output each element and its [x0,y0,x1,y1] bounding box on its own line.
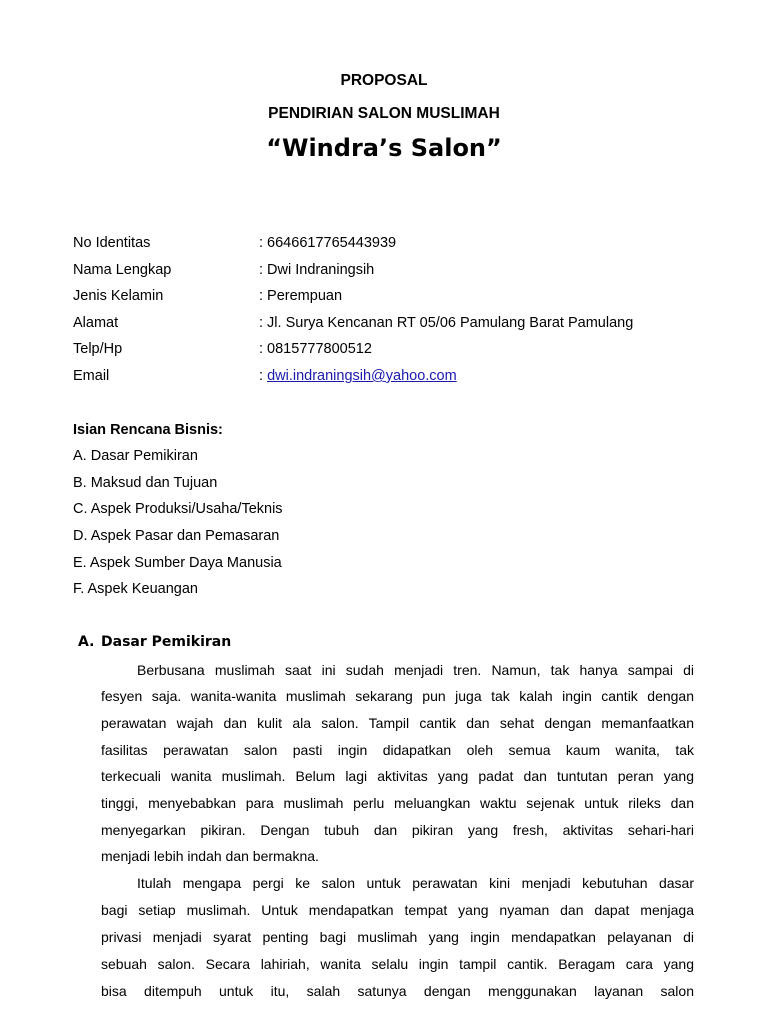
identity-value [259,368,457,384]
identity-value: : 6646617765443939 [259,235,397,251]
identity-label: No Identitas [73,235,151,251]
identity-label: Nama Lengkap [73,262,172,278]
paragraph-line: Itulah mengapa pergi ke salon untuk perawatan kini menjadi kebutuhan dasar [137,875,694,891]
section-a-heading [78,634,231,650]
plan-item: C. Aspek Produksi/Usaha/Teknis [73,501,283,517]
identity-label: Alamat [73,315,119,331]
paragraph-line: bagi setiap muslimah. Untuk mendapatkan tempat yang nyaman dan dapat menjaga [101,902,694,918]
paragraph-line: fasilitas perawatan salon pasti ingin didapatkan oleh semua kaum wanita, tak [101,742,694,758]
salon-name: “Windra’s Salon” [266,134,502,162]
paragraph-line: sebuah salon. Secara lahiriah, wanita selalu ingin tampil cantik. Beragam cara yang [101,956,694,972]
paragraph-line: Berbusana muslimah saat ini sudah menjadi tren. Namun, tak hanya sampai di [137,662,694,678]
email-prefix: : [259,368,268,384]
paragraph-line: privasi menjadi syarat penting bagi muslimah yang ingin mendapatkan pelayanan di [101,929,694,945]
plan-item: F. Aspek Keuangan [73,581,198,597]
identity-row-address [73,315,633,331]
plan-item: B. Maksud dan Tujuan [73,475,218,491]
identity-value: : Perempuan [259,288,343,304]
section-a-title: Dasar Pemikiran [101,634,232,650]
paragraph-line: tinggi, menyebabkan para muslimah perlu meluangkan waktu sejenak untuk rileks dan [101,795,694,811]
paragraph-line: menjadi lebih indah dan bermakna. [101,848,319,864]
paragraph-line: menyegarkan pikiran. Dengan tubuh dan pikiran yang fresh, aktivitas sehari-hari [101,822,694,838]
plan-heading: Isian Rencana Bisnis: [73,422,223,438]
paragraph-line: perawatan wajah dan kulit ala salon. Tampil cantik dan sehat dengan memanfaatkan [101,715,694,731]
identity-row-gender [73,288,342,304]
identity-value: : 0815777800512 [259,341,372,357]
plan-item: E. Aspek Sumber Daya Manusia [73,555,282,571]
identity-row-id-number [73,235,396,251]
paragraph-line: terkecuali wanita muslimah. Belum lagi aktivitas yang padat dan tuntutan peran yang [101,768,694,784]
doc-title: PROPOSAL [340,72,428,89]
identity-label: Email [73,368,110,384]
plan-item: A. Dasar Pemikiran [73,448,198,464]
identity-label: Jenis Kelamin [73,288,164,304]
identity-label: Telp/Hp [73,341,123,357]
section-a-number: A. [78,634,95,650]
identity-row-phone [73,341,372,357]
plan-item: D. Aspek Pasar dan Pemasaran [73,528,280,544]
identity-row-full-name [73,262,374,278]
identity-value: : Dwi Indraningsih [259,262,375,278]
identity-value: : Jl. Surya Kencanan RT 05/06 Pamulang Barat Pamulang [259,315,634,331]
paragraph-line: bisa ditempuh untuk itu, salah satunya dengan menggunakan layanan salon [101,983,694,999]
email-link[interactable]: dwi.indraningsih@yahoo.com [267,368,457,384]
identity-row-email [73,368,457,384]
paragraph-line: fesyen saja. wanita-wanita muslimah sekarang pun juga tak kalah ingin cantik dengan [101,688,694,704]
doc-subtitle: PENDIRIAN SALON MUSLIMAH [268,105,500,122]
